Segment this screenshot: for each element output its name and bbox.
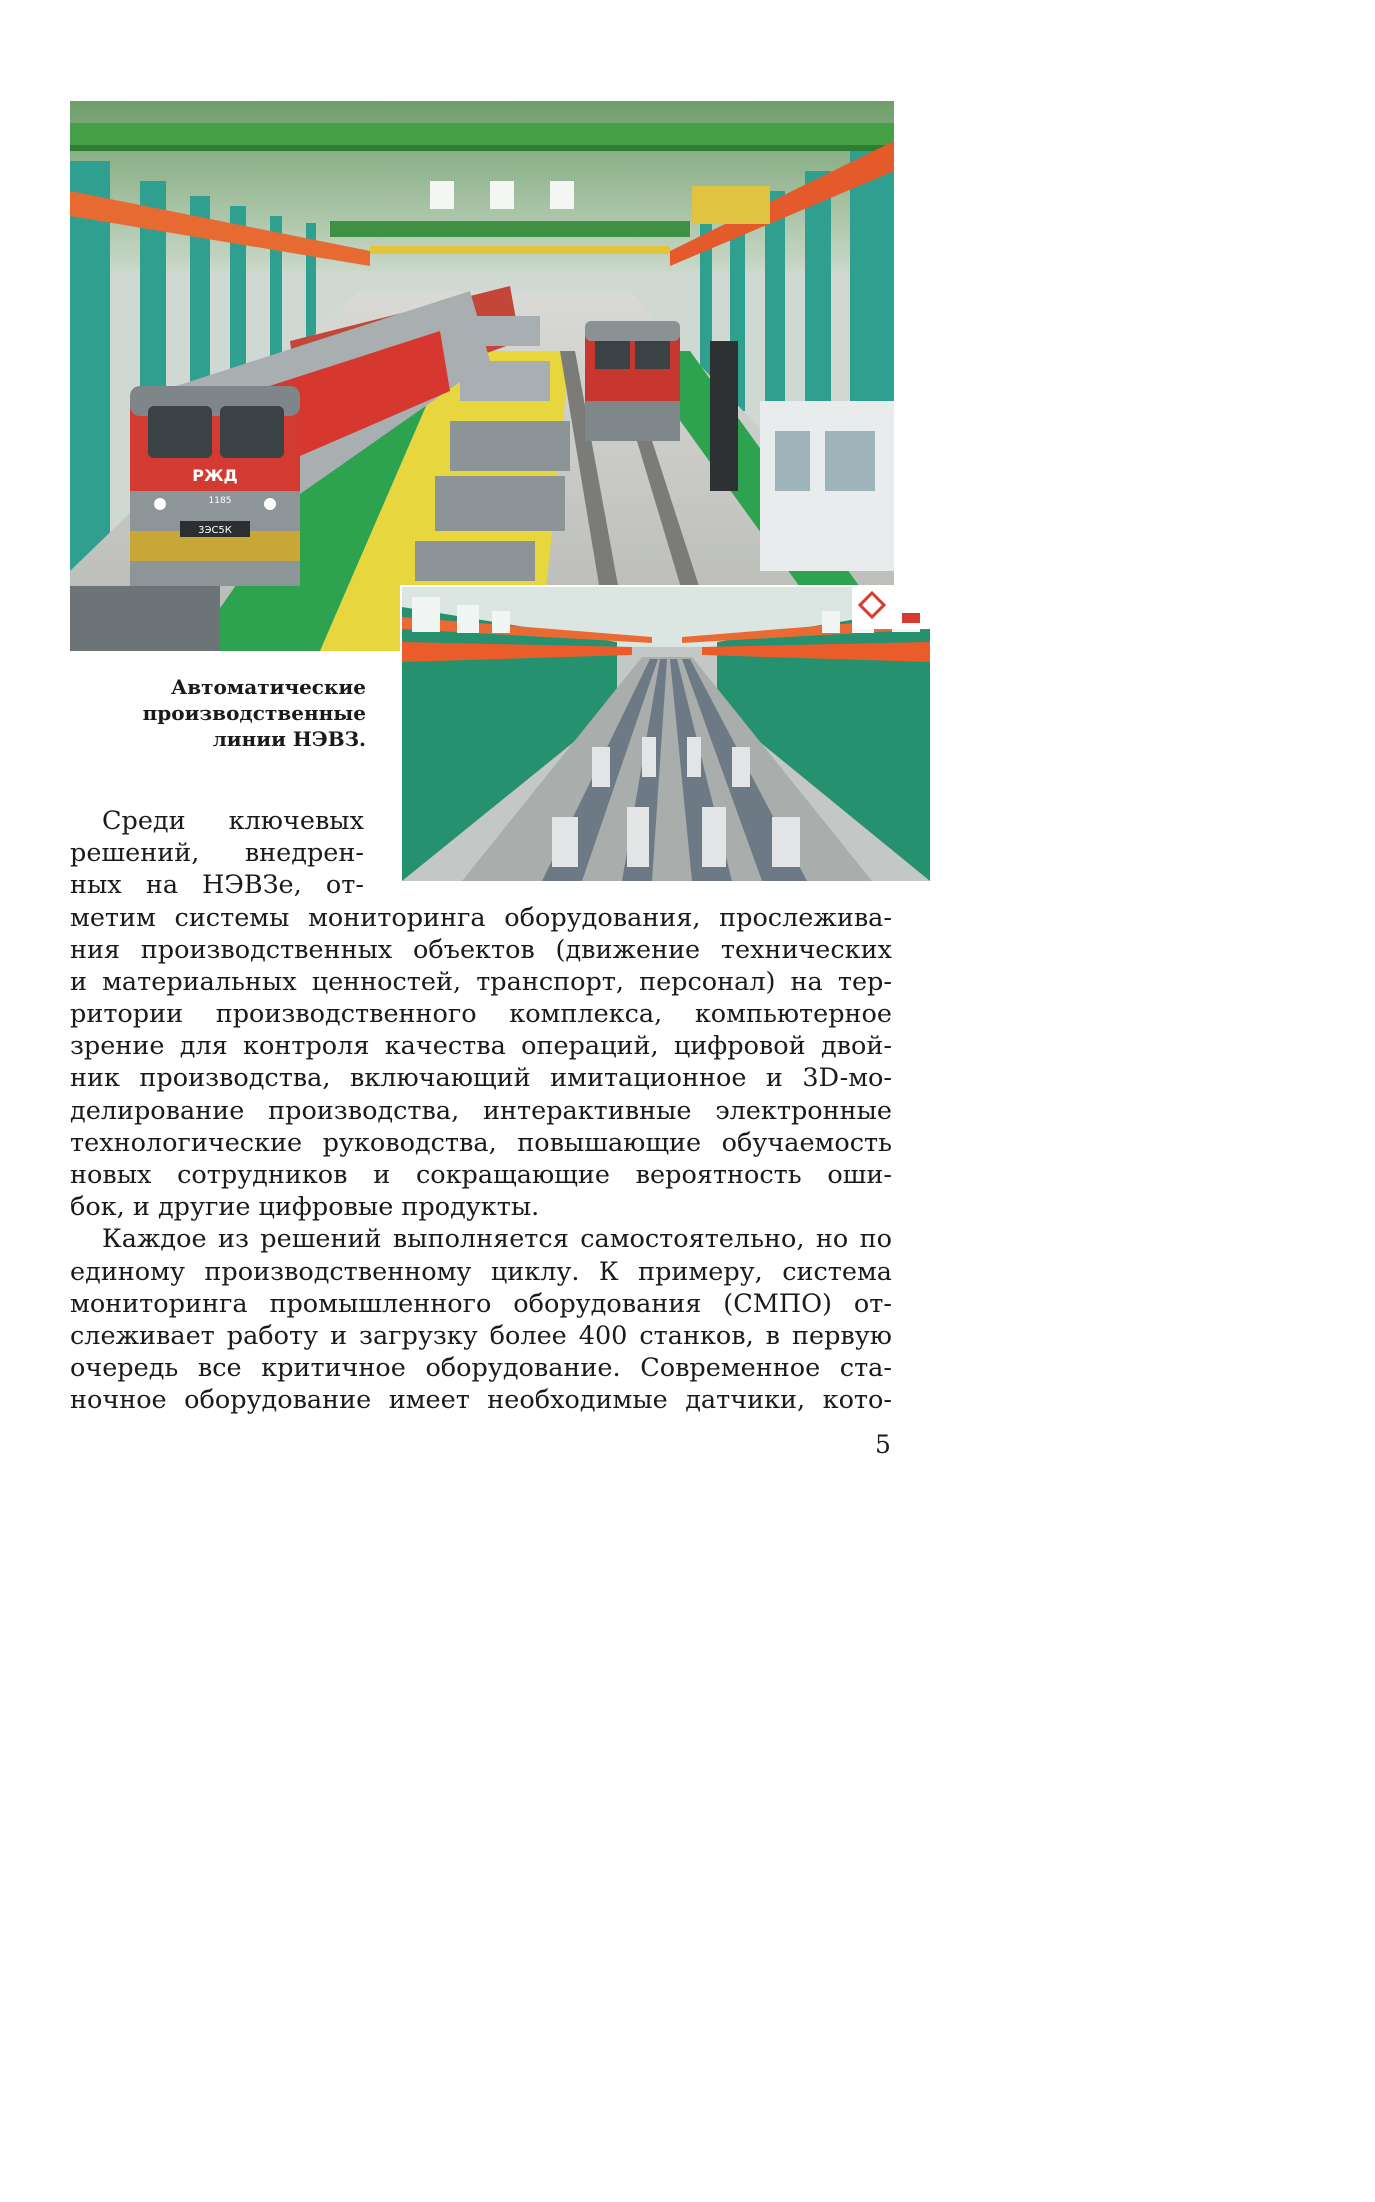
text-line: зрение для контроля качества операций, цифровой двой- — [70, 1031, 892, 1061]
text-line: технологические руководства, повышающие обучаемость — [70, 1128, 892, 1158]
text-line: бок, и другие цифровые продукты. — [70, 1192, 540, 1222]
text-line: ник производства, включающий имитационное и 3D-мо- — [70, 1063, 892, 1093]
text-line: ритории производственного комплекса, компьютерное — [70, 999, 892, 1029]
text-line: Каждое из решений выполняется самостоятельно, но по — [102, 1224, 892, 1254]
text-line: ных на НЭВЗе, от- — [70, 870, 364, 900]
locomotive-logo: РЖД — [192, 466, 238, 485]
text-line: единому производственному циклу. К примеру, система — [70, 1257, 892, 1287]
page-number: 5 — [875, 1430, 891, 1459]
caption-line: производственные — [142, 701, 366, 725]
caption-line: Автоматические — [170, 675, 366, 699]
text-line: делирование производства, интерактивные электронные — [70, 1096, 892, 1126]
text-line: и материальных ценностей, транспорт, персонал) на тер- — [70, 967, 892, 997]
text-line: ночное оборудование имеет необходимые датчики, кото- — [70, 1385, 892, 1415]
locomotive-model: 3ЭС5К — [198, 525, 232, 536]
text-line: Среди ключевых — [102, 806, 364, 836]
text-line: ния производственных объектов (движение технических — [70, 935, 892, 965]
locomotive-number: 1185 — [208, 496, 232, 506]
locomotive-hall-illustration — [70, 101, 894, 651]
text-line: решений, внедрен- — [70, 838, 364, 868]
text-line: метим системы мониторинга оборудования, прослежива- — [70, 903, 892, 933]
photo-caption — [110, 674, 366, 752]
text-line: мониторинга промышленного оборудования (СМПО) от- — [70, 1289, 892, 1319]
text-line: слеживает работу и загрузку более 400 станков, в первую — [70, 1321, 892, 1351]
production-lines-illustration — [402, 587, 930, 881]
photo-production-lines — [400, 585, 932, 883]
text-line: новых сотрудников и сокращающие вероятность оши- — [70, 1160, 892, 1190]
photo-locomotive-hall — [70, 101, 894, 651]
text-line: очередь все критичное оборудование. Современное ста- — [70, 1353, 892, 1383]
caption-line: линии НЭВЗ. — [212, 727, 366, 751]
